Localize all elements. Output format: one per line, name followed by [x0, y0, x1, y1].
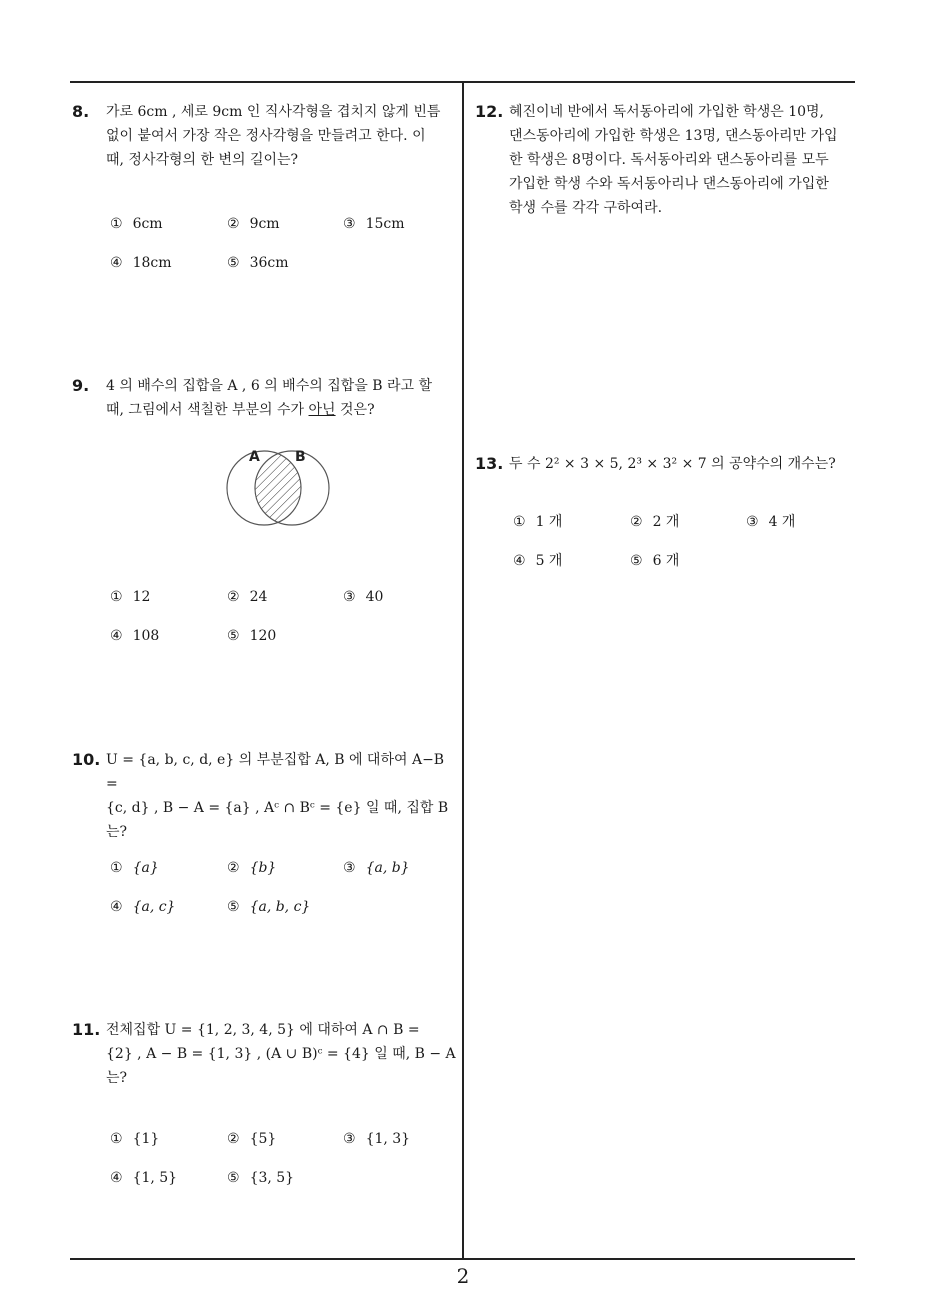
question-line-2-pre: 때, 그림에서 색칠한 부분의 수가 — [106, 402, 309, 418]
choice-mark: ⑤ — [630, 553, 643, 569]
question-13 — [475, 452, 865, 476]
choice-mark: ③ — [343, 860, 356, 876]
question-number: 13. — [475, 454, 504, 473]
choice-mark: ③ — [343, 589, 356, 605]
choice-mark: ④ — [110, 255, 123, 271]
venn-label-a: A — [249, 449, 260, 465]
question-text: U = {a, b, c, d, e} 의 부분집합 A, B 에 대하여 A−B = {c, d} , B − A = {a} , Aᶜ ∩ Bᶜ = {e} 일 때, 집합 B 는? — [106, 752, 449, 840]
bottom-rule — [70, 1258, 855, 1260]
choice-text: {1} — [132, 1131, 160, 1147]
choice-mark: ④ — [110, 628, 123, 644]
choice-5[interactable] — [227, 1168, 294, 1188]
choice-text: {1, 5} — [132, 1170, 178, 1186]
choice-mark: ⑤ — [227, 899, 240, 915]
choice-mark: ④ — [513, 553, 526, 569]
choice-mark: ① — [110, 216, 123, 232]
choice-1[interactable] — [110, 214, 163, 234]
venn-label-b: B — [295, 449, 306, 465]
question-number: 10. — [72, 750, 101, 769]
choice-5[interactable] — [227, 626, 276, 646]
choice-text: {5} — [249, 1131, 277, 1147]
question-text: 혜진이네 반에서 독서동아리에 가입한 학생은 10명, 댄스동아리에 가입한 학생은 13명, 댄스동아리만 가입 한 학생은 8명이다. 독서동아리와 댄스동아리를 모두 가입한 학생 수와 독서동아리나 댄스동아리에 가입한 학생 수를 각각 구하여라. — [509, 104, 838, 216]
choice-2[interactable] — [227, 858, 276, 878]
choice-2[interactable] — [227, 1129, 276, 1149]
choice-text: 108 — [132, 628, 160, 644]
venn-diagram — [222, 446, 334, 528]
choice-5[interactable] — [227, 897, 310, 917]
choice-4[interactable] — [110, 897, 175, 917]
question-8 — [72, 100, 458, 172]
choice-mark: ① — [513, 514, 526, 530]
choice-4[interactable] — [110, 1168, 177, 1188]
choice-mark: ① — [110, 860, 123, 876]
choice-text: 5 개 — [535, 553, 563, 569]
choice-text: 1 개 — [535, 514, 563, 530]
choice-2[interactable] — [630, 512, 679, 532]
choice-3[interactable] — [343, 1129, 410, 1149]
choice-3[interactable] — [343, 214, 405, 234]
choice-text: {1, 3} — [365, 1131, 411, 1147]
choice-mark: ② — [227, 1131, 240, 1147]
question-number: 12. — [475, 102, 504, 121]
choice-text: 2 개 — [652, 514, 680, 530]
choice-5[interactable] — [630, 551, 679, 571]
choice-1[interactable] — [110, 858, 159, 878]
choice-1[interactable] — [110, 1129, 159, 1149]
choice-text: 6cm — [132, 216, 163, 232]
choice-text: 15cm — [365, 216, 405, 232]
page-number: 2 — [456, 1264, 470, 1288]
choice-5[interactable] — [227, 253, 289, 273]
column-divider — [462, 81, 464, 1259]
choice-text: {a} — [132, 860, 159, 876]
choice-mark: ④ — [110, 899, 123, 915]
choice-mark: ⑤ — [227, 255, 240, 271]
question-line-2-post: 것은? — [335, 402, 375, 418]
question-line-1: 4 의 배수의 집합을 A , 6 의 배수의 집합을 B 라고 할 — [106, 378, 432, 394]
choice-text: {3, 5} — [249, 1170, 295, 1186]
choice-text: {b} — [249, 860, 277, 876]
choice-mark: ① — [110, 1131, 123, 1147]
choice-text: 12 — [132, 589, 151, 605]
choice-mark: ② — [227, 860, 240, 876]
choice-1[interactable] — [513, 512, 562, 532]
question-9 — [72, 374, 458, 422]
choice-text: 24 — [249, 589, 268, 605]
choice-text: 36cm — [249, 255, 289, 271]
choice-text: {a, b, c} — [249, 899, 311, 915]
choice-4[interactable] — [513, 551, 562, 571]
choice-mark: ⑤ — [227, 1170, 240, 1186]
choice-mark: ② — [227, 216, 240, 232]
choice-mark: ③ — [746, 514, 759, 530]
choice-mark: ② — [630, 514, 643, 530]
choice-3[interactable] — [343, 858, 410, 878]
choice-4[interactable] — [110, 626, 159, 646]
underlined-word: 아닌 — [308, 402, 336, 418]
question-text: 가로 6cm , 세로 9cm 인 직사각형을 겹치지 않게 빈틈 없이 붙여서 가장 작은 정사각형을 만들려고 한다. 이 때, 정사각형의 한 변의 길이는? — [106, 104, 441, 168]
choice-text: {a, b} — [365, 860, 410, 876]
choice-mark: ③ — [343, 1131, 356, 1147]
question-text — [106, 374, 458, 422]
choice-2[interactable] — [227, 587, 267, 607]
choice-text: 4 개 — [768, 514, 796, 530]
choice-text: 9cm — [249, 216, 280, 232]
question-12 — [475, 100, 865, 220]
question-number: 8. — [72, 102, 90, 121]
choice-1[interactable] — [110, 587, 150, 607]
question-text: 두 수 2² × 3 × 5, 2³ × 3² × 7 의 공약수의 개수는? — [509, 456, 836, 472]
choice-mark: ④ — [110, 1170, 123, 1186]
choice-3[interactable] — [746, 512, 795, 532]
choice-mark: ⑤ — [227, 628, 240, 644]
question-number: 11. — [72, 1020, 101, 1039]
question-number: 9. — [72, 376, 90, 395]
choice-text: {a, c} — [132, 899, 176, 915]
question-11 — [72, 1018, 458, 1090]
choice-4[interactable] — [110, 253, 172, 273]
choice-mark: ② — [227, 589, 240, 605]
choice-text: 120 — [249, 628, 277, 644]
choice-text: 6 개 — [652, 553, 680, 569]
choice-2[interactable] — [227, 214, 280, 234]
choice-mark: ③ — [343, 216, 356, 232]
choice-3[interactable] — [343, 587, 383, 607]
question-text: 전체집합 U = {1, 2, 3, 4, 5} 에 대하여 A ∩ B = {2} , A − B = {1, 3} , (A ∪ B)ᶜ = {4} 일 때, B − A 는? — [106, 1022, 456, 1086]
choice-text: 18cm — [132, 255, 172, 271]
choice-mark: ① — [110, 589, 123, 605]
question-10 — [72, 748, 458, 844]
choice-text: 40 — [365, 589, 384, 605]
